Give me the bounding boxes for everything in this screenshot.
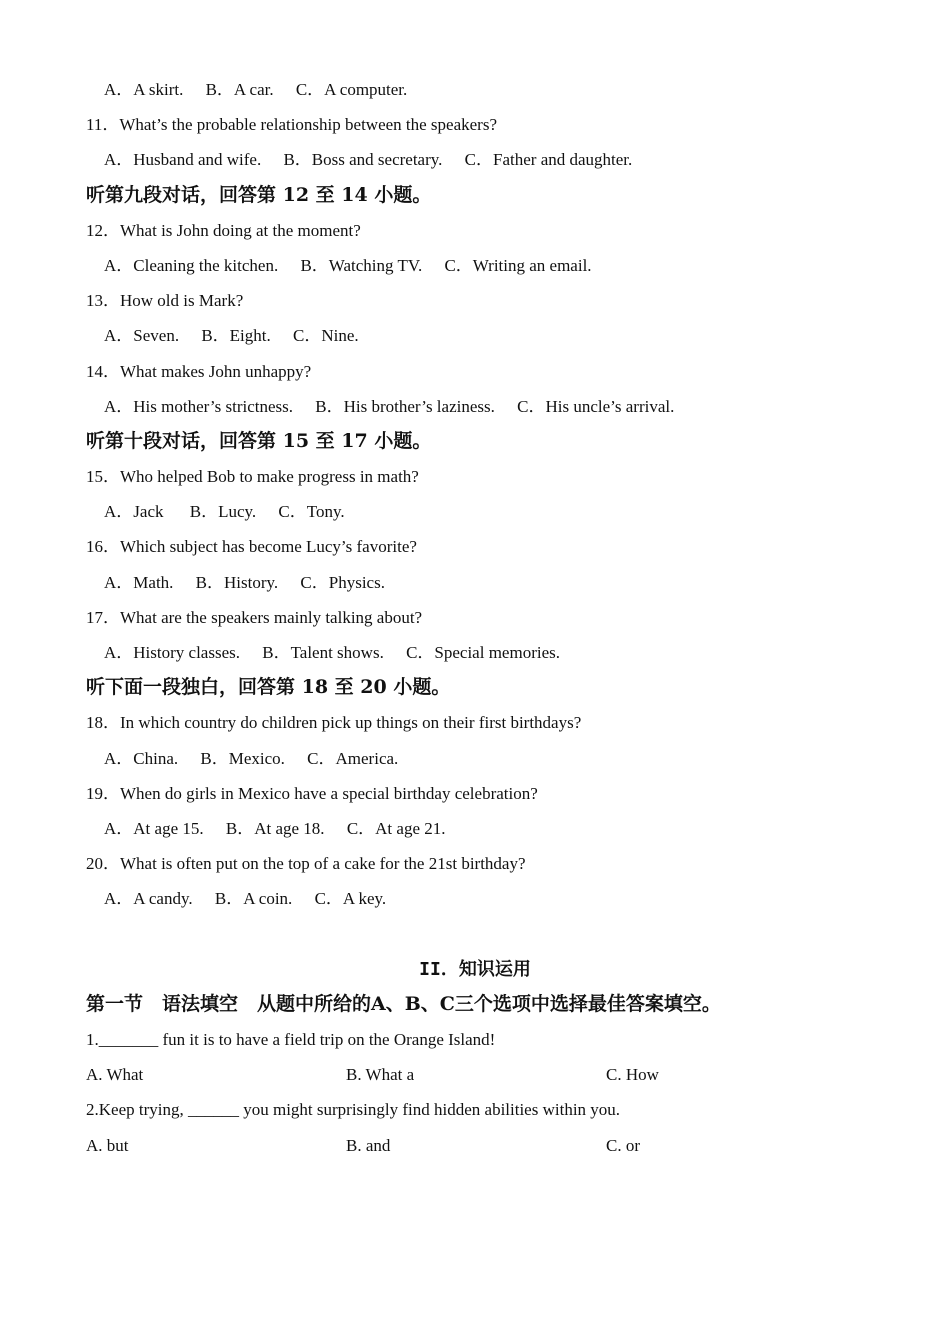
q10-option-c: C．A computer. — [295, 80, 408, 99]
q14-stem: 14．What makes John unhappy? — [86, 361, 312, 381]
grammar-q1-option-c: C. How — [606, 1065, 659, 1085]
q18-option-a: A．China. — [104, 748, 179, 768]
grammar-q1-stem: 1._______ fun it is to have a field trip on the Orange Island! — [86, 1030, 496, 1050]
q14-option-c: C．His uncle’s arrival. — [517, 396, 675, 416]
q14-options — [86, 389, 864, 424]
q13-options — [86, 318, 864, 353]
q17-options — [86, 635, 864, 670]
q19-stem: 19．When do girls in Mexico have a special birthday celebration? — [86, 783, 538, 803]
grammar-q2-stem: 2.Keep trying, ______ you might surprisingly find hidden abilities within you. — [86, 1100, 621, 1120]
q16-option-c: C．Physics. — [300, 572, 385, 592]
grammar-q2-option-b: B. and — [346, 1135, 391, 1155]
q11-options — [86, 142, 864, 177]
q12-options — [86, 248, 864, 283]
q19-option-a: A．At age 15. — [104, 818, 204, 838]
q11-option-a: A．Husband and wife. — [104, 150, 262, 170]
q12-option-c: C．Writing an email. — [444, 255, 592, 275]
q20-option-c: C．A key. — [314, 889, 387, 909]
section9-heading: 听第九段对话，回答第 12 至 14 小题。 — [86, 183, 432, 206]
q14-option-a: A．His mother’s strictness. — [104, 396, 294, 416]
q20-stem: 20．What is often put on the top of a cake for the 21st birthday? — [86, 854, 526, 874]
q20-option-a: A．A candy. — [104, 889, 193, 909]
grammar-q1-option-b: B. What a — [346, 1065, 415, 1085]
q15-options — [86, 494, 864, 529]
section10-heading: 听第十段对话，回答第 15 至 17 小题。 — [86, 429, 432, 452]
q15-option-b: B．Lucy. — [189, 502, 257, 522]
q18-option-c: C．America. — [307, 748, 399, 768]
grammar-section-heading: 第一节 语法填空 从题中所给的A、B、C三个选项中选择最佳答案填空。 — [86, 992, 721, 1015]
q11-option-b: B．Boss and secretary. — [283, 150, 443, 170]
grammar-q1-options — [86, 1057, 864, 1092]
q11-option-c: C．Father and daughter. — [464, 150, 633, 170]
q15-option-c: C．Tony. — [278, 502, 345, 522]
monologue-heading: 听下面一段独白，回答第 18 至 20 小题。 — [86, 676, 451, 699]
q10-option-b: B．A car. — [205, 80, 274, 99]
q15-stem: 15．Who helped Bob to make progress in math? — [86, 467, 419, 487]
grammar-q2-option-a: A. but — [86, 1135, 129, 1155]
section-spacer — [86, 917, 864, 952]
q13-stem: 13．How old is Mark? — [86, 291, 244, 311]
q17-option-b: B．Talent shows. — [262, 643, 384, 662]
grammar-q2-options — [86, 1128, 864, 1163]
q14-option-b: B．His brother’s laziness. — [315, 396, 495, 416]
grammar-q2-option-c: C. or — [606, 1135, 640, 1155]
q16-option-a: A．Math. — [104, 572, 174, 592]
q20-option-b: B．A coin. — [214, 889, 293, 909]
q12-option-a: A．Cleaning the kitchen. — [104, 255, 279, 275]
q12-option-b: B．Watching TV. — [300, 255, 423, 275]
q11-stem: 11．What’s the probable relationship between the speakers? — [86, 115, 498, 135]
q17-stem: 17．What are the speakers mainly talking about? — [86, 607, 423, 627]
q18-options — [86, 741, 864, 776]
grammar-q1-option-a: A. What — [86, 1065, 144, 1085]
q16-stem: 16．Which subject has become Lucy’s favorite? — [86, 537, 417, 557]
q17-option-a: A．History classes. — [104, 643, 240, 662]
q13-option-b: B．Eight. — [201, 326, 271, 346]
q18-option-b: B．Mexico. — [200, 748, 285, 768]
q17-option-c: C．Special memories. — [406, 643, 560, 662]
q13-option-a: A．Seven. — [104, 326, 180, 346]
q18-stem: 18．In which country do children pick up things on their first birthdays? — [86, 713, 582, 733]
q16-options — [86, 565, 864, 600]
q10-options — [86, 72, 864, 107]
q20-options — [86, 881, 864, 916]
q12-stem: 12．What is John doing at the moment? — [86, 220, 361, 240]
part-title: II．知识运用 — [419, 958, 531, 980]
q15-option-a: A．Jack — [104, 502, 164, 522]
q19-options — [86, 811, 864, 846]
q10-option-a: A．A skirt. — [104, 80, 184, 99]
q19-option-b: B．At age 18. — [225, 818, 325, 838]
q16-option-b: B．History. — [195, 572, 279, 592]
q13-option-c: C．Nine. — [293, 326, 359, 346]
q19-option-c: C．At age 21. — [346, 818, 446, 838]
